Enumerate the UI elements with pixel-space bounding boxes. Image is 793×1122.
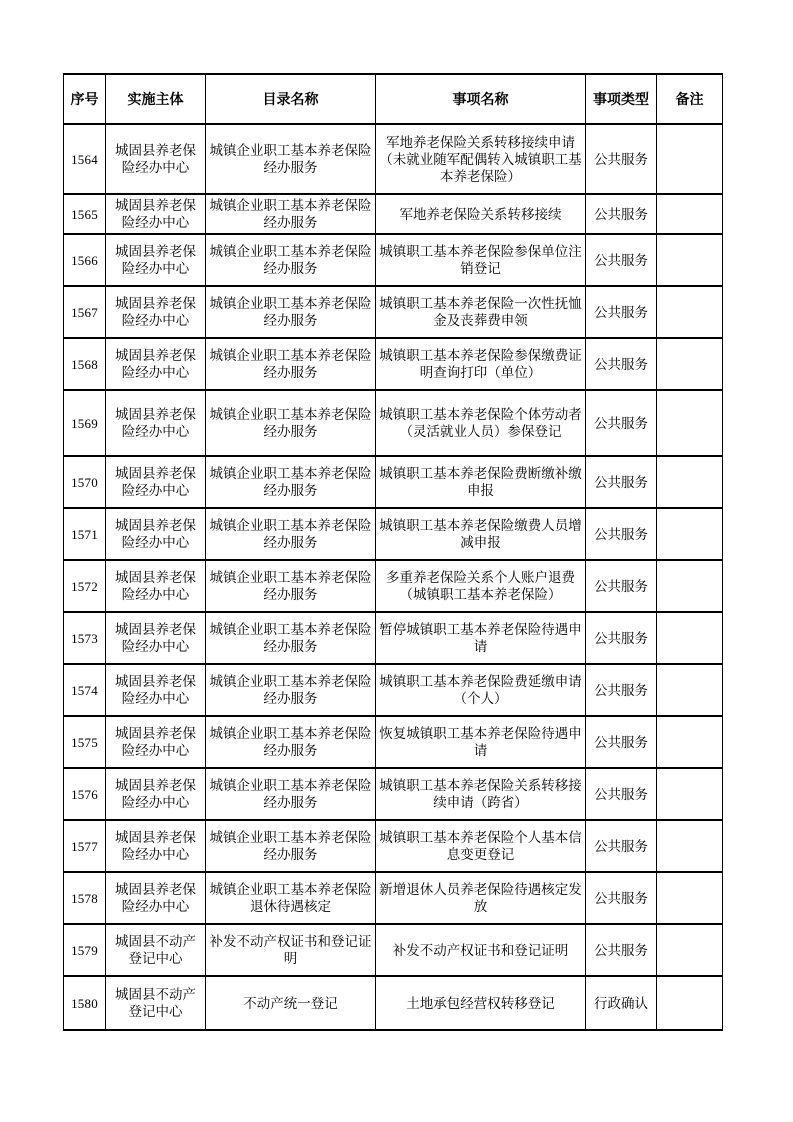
cell-no: 1576 (64, 768, 106, 820)
cell-no: 1575 (64, 716, 106, 768)
column-header-entity: 实施主体 (106, 74, 206, 124)
cell-type: 公共服务 (586, 124, 657, 194)
cell-catalog: 城镇企业职工基本养老保险经办服务 (206, 716, 376, 768)
cell-type: 公共服务 (586, 560, 657, 612)
cell-item: 城镇职工基本养老保险一次性抚恤金及丧葬费申领 (376, 286, 586, 338)
cell-remark (657, 560, 723, 612)
cell-remark (657, 234, 723, 286)
cell-catalog: 城镇企业职工基本养老保险经办服务 (206, 560, 376, 612)
cell-type: 公共服务 (586, 390, 657, 456)
table-row (64, 924, 723, 976)
cell-entity: 城固县养老保险经办中心 (106, 820, 206, 872)
table-row (64, 768, 723, 820)
cell-catalog: 城镇企业职工基本养老保险经办服务 (206, 194, 376, 234)
cell-catalog: 城镇企业职工基本养老保险经办服务 (206, 286, 376, 338)
cell-entity: 城固县养老保险经办中心 (106, 338, 206, 390)
cell-entity: 城固县养老保险经办中心 (106, 124, 206, 194)
table-row (64, 976, 723, 1030)
cell-item: 城镇职工基本养老保险参保缴费证明查询打印（单位） (376, 338, 586, 390)
cell-item: 城镇职工基本养老保险缴费人员增减申报 (376, 508, 586, 560)
cell-item: 城镇职工基本养老保险参保单位注销登记 (376, 234, 586, 286)
cell-no: 1568 (64, 338, 106, 390)
cell-catalog: 城镇企业职工基本养老保险退休待遇核定 (206, 872, 376, 924)
cell-type: 公共服务 (586, 234, 657, 286)
cell-no: 1564 (64, 124, 106, 194)
cell-item: 暂停城镇职工基本养老保险待遇申请 (376, 612, 586, 664)
cell-remark (657, 612, 723, 664)
cell-entity: 城固县养老保险经办中心 (106, 390, 206, 456)
cell-item: 城镇职工基本养老保险关系转移接续申请（跨省） (376, 768, 586, 820)
cell-remark (657, 664, 723, 716)
service-items-table (63, 73, 723, 1031)
cell-no: 1578 (64, 872, 106, 924)
cell-item: 城镇职工基本养老保险费断缴补缴申报 (376, 456, 586, 508)
column-header-catalog: 目录名称 (206, 74, 376, 124)
cell-no: 1574 (64, 664, 106, 716)
table-row (64, 508, 723, 560)
table-header-row (64, 74, 723, 124)
table-row (64, 872, 723, 924)
table-row (64, 560, 723, 612)
table-row (64, 286, 723, 338)
cell-no: 1577 (64, 820, 106, 872)
cell-no: 1571 (64, 508, 106, 560)
cell-type: 公共服务 (586, 508, 657, 560)
cell-no: 1580 (64, 976, 106, 1030)
cell-no: 1569 (64, 390, 106, 456)
cell-remark (657, 976, 723, 1030)
cell-type: 公共服务 (586, 664, 657, 716)
cell-catalog: 城镇企业职工基本养老保险经办服务 (206, 508, 376, 560)
cell-catalog: 城镇企业职工基本养老保险经办服务 (206, 390, 376, 456)
cell-remark (657, 124, 723, 194)
table-row (64, 390, 723, 456)
cell-type: 公共服务 (586, 820, 657, 872)
cell-entity: 城固县不动产登记中心 (106, 924, 206, 976)
cell-remark (657, 716, 723, 768)
cell-no: 1565 (64, 194, 106, 234)
cell-catalog: 城镇企业职工基本养老保险经办服务 (206, 124, 376, 194)
cell-catalog: 城镇企业职工基本养老保险经办服务 (206, 456, 376, 508)
cell-remark (657, 508, 723, 560)
cell-item: 土地承包经营权转移登记 (376, 976, 586, 1030)
cell-entity: 城固县养老保险经办中心 (106, 612, 206, 664)
cell-catalog: 城镇企业职工基本养老保险经办服务 (206, 664, 376, 716)
cell-entity: 城固县养老保险经办中心 (106, 768, 206, 820)
table-row (64, 664, 723, 716)
cell-no: 1573 (64, 612, 106, 664)
table-row (64, 820, 723, 872)
table-row (64, 338, 723, 390)
cell-item: 城镇职工基本养老保险费延缴申请（个人） (376, 664, 586, 716)
cell-type: 公共服务 (586, 612, 657, 664)
cell-catalog: 城镇企业职工基本养老保险经办服务 (206, 338, 376, 390)
cell-catalog: 城镇企业职工基本养老保险经办服务 (206, 612, 376, 664)
cell-item: 补发不动产权证书和登记证明 (376, 924, 586, 976)
cell-item: 城镇职工基本养老保险个体劳动者（灵活就业人员）参保登记 (376, 390, 586, 456)
cell-entity: 城固县养老保险经办中心 (106, 286, 206, 338)
cell-item: 多重养老保险关系个人账户退费（城镇职工基本养老保险） (376, 560, 586, 612)
table-row (64, 124, 723, 194)
cell-entity: 城固县不动产登记中心 (106, 976, 206, 1030)
cell-remark (657, 390, 723, 456)
cell-entity: 城固县养老保险经办中心 (106, 664, 206, 716)
cell-item: 军地养老保险关系转移接续申请（未就业随军配偶转入城镇职工基本养老保险） (376, 124, 586, 194)
cell-type: 公共服务 (586, 194, 657, 234)
cell-entity: 城固县养老保险经办中心 (106, 194, 206, 234)
cell-entity: 城固县养老保险经办中心 (106, 456, 206, 508)
cell-remark (657, 820, 723, 872)
cell-entity: 城固县养老保险经办中心 (106, 560, 206, 612)
cell-remark (657, 768, 723, 820)
cell-catalog: 不动产统一登记 (206, 976, 376, 1030)
cell-item: 新增退休人员养老保险待遇核定发放 (376, 872, 586, 924)
cell-catalog: 城镇企业职工基本养老保险经办服务 (206, 820, 376, 872)
cell-no: 1572 (64, 560, 106, 612)
cell-remark (657, 194, 723, 234)
cell-type: 公共服务 (586, 872, 657, 924)
cell-catalog: 补发不动产权证书和登记证明 (206, 924, 376, 976)
table-row (64, 612, 723, 664)
cell-item: 城镇职工基本养老保险个人基本信息变更登记 (376, 820, 586, 872)
cell-catalog: 城镇企业职工基本养老保险经办服务 (206, 768, 376, 820)
cell-type: 公共服务 (586, 924, 657, 976)
table-row (64, 716, 723, 768)
table-row (64, 456, 723, 508)
cell-item: 恢复城镇职工基本养老保险待遇申请 (376, 716, 586, 768)
cell-remark (657, 286, 723, 338)
table-row (64, 234, 723, 286)
cell-type: 公共服务 (586, 456, 657, 508)
cell-type: 行政确认 (586, 976, 657, 1030)
cell-type: 公共服务 (586, 768, 657, 820)
column-header-item: 事项名称 (376, 74, 586, 124)
cell-catalog: 城镇企业职工基本养老保险经办服务 (206, 234, 376, 286)
cell-type: 公共服务 (586, 716, 657, 768)
column-header-no: 序号 (64, 74, 106, 124)
cell-entity: 城固县养老保险经办中心 (106, 716, 206, 768)
cell-entity: 城固县养老保险经办中心 (106, 234, 206, 286)
column-header-remark: 备注 (657, 74, 723, 124)
cell-remark (657, 924, 723, 976)
cell-no: 1566 (64, 234, 106, 286)
cell-remark (657, 338, 723, 390)
cell-entity: 城固县养老保险经办中心 (106, 872, 206, 924)
cell-entity: 城固县养老保险经办中心 (106, 508, 206, 560)
cell-type: 公共服务 (586, 338, 657, 390)
cell-remark (657, 456, 723, 508)
cell-item: 军地养老保险关系转移接续 (376, 194, 586, 234)
cell-type: 公共服务 (586, 286, 657, 338)
cell-remark (657, 872, 723, 924)
cell-no: 1570 (64, 456, 106, 508)
cell-no: 1579 (64, 924, 106, 976)
cell-no: 1567 (64, 286, 106, 338)
table-row (64, 194, 723, 234)
column-header-type: 事项类型 (586, 74, 657, 124)
